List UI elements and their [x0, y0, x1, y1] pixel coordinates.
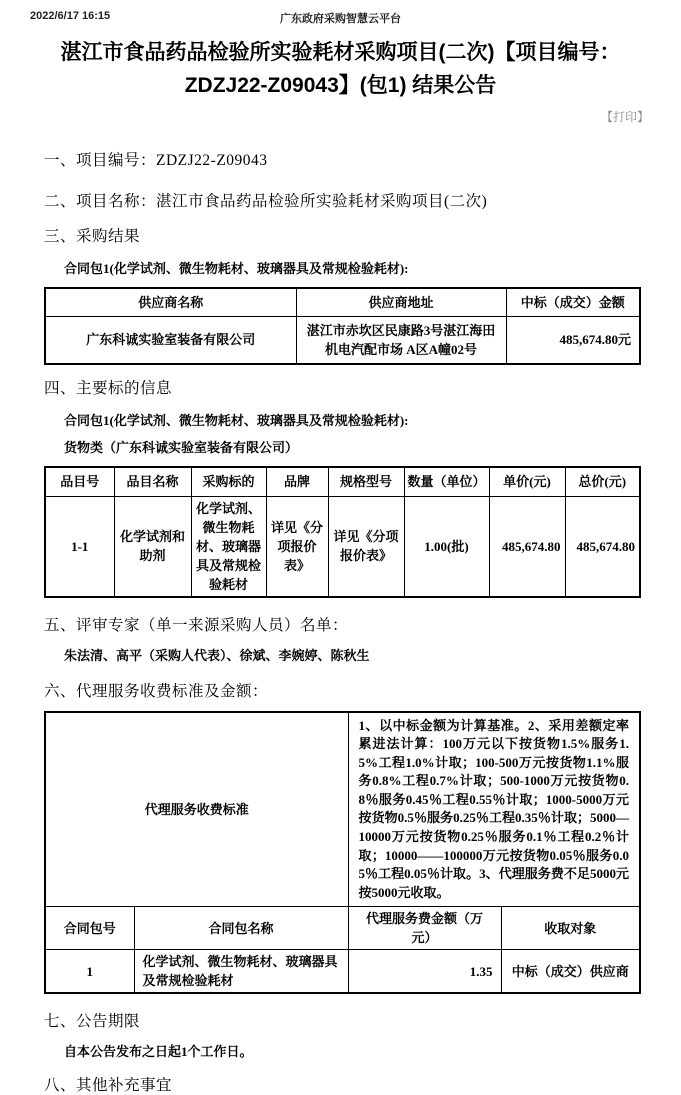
- goods-category-note: 货物类（广东科诚实验室装备有限公司）: [64, 440, 299, 455]
- total-price-header: 总价(元): [565, 467, 640, 496]
- unit-price-cell: 485,674.80: [489, 496, 565, 597]
- table-row: [45, 496, 640, 597]
- table-row: [45, 316, 640, 364]
- fee-standard-row: [45, 712, 640, 907]
- announcement-period-text: 自本公告发布之日起1个工作日。: [64, 1044, 253, 1060]
- section-procurement-result: 三、采购结果: [44, 228, 141, 245]
- item-name-header: 品目名称: [114, 467, 191, 496]
- expert-names: 朱法清、高平（采购人代表）、徐斌、李婉婷、陈秋生: [64, 647, 370, 663]
- package-name-cell: 化学试剂、微生物耗材、玻璃器具及常规检验耗材: [134, 950, 348, 994]
- item-no-cell: 1-1: [45, 496, 114, 597]
- fee-standard-text: 1、以中标金额为计算基准。2、采用差额定率累进法计算：100万元以下按货物1.5%服务1.5%工程1.0%计取；100-500万元按货物1.1%服务0.8%工程0.7%计取；500-1000万元按货物0.8％服务0.45％工程0.55％计取；1000-5000万元按货物0.5％服务0.25％工程0.35％计取；5000—10000万元按货物0.25％服务0.1％工程0.2％计取；10000——100000万元按货物0.05％服务0.05％工程0.05％计取。3、代理服务费不足5000元按5000元收取。: [348, 712, 640, 907]
- procurement-subject-header: 采购标的: [191, 467, 266, 496]
- award-amount-header: 中标（成交）金额: [506, 288, 640, 316]
- print-row: [32, 108, 649, 126]
- agency-fee-table: [44, 711, 641, 995]
- section-other-supplementary: 八、其他补充事宜: [44, 1077, 173, 1095]
- table-row: [45, 950, 640, 994]
- timestamp: 2022/6/17 16:15: [30, 10, 111, 22]
- agency-fee-amount-header: 代理服务费金额（万元）: [348, 907, 501, 950]
- agency-fee-amount-cell: 1.35: [348, 950, 501, 994]
- table-header-row: [45, 907, 640, 950]
- package-no-header: 合同包号: [45, 907, 134, 950]
- contract-package-note-2: 合同包1(化学试剂、微生物耗材、玻璃器具及常规检验耗材):: [64, 413, 409, 428]
- spec-model-header: 规格型号: [328, 467, 404, 496]
- contract-package-note: 合同包1(化学试剂、微生物耗材、玻璃器具及常规检验耗材):: [64, 261, 409, 276]
- supplier-name-header: 供应商名称: [45, 288, 296, 316]
- item-no-header: 品目号: [45, 467, 114, 496]
- print-button[interactable]: 【打印】: [600, 110, 649, 124]
- fee-standard-label: 代理服务收费标准: [45, 712, 348, 907]
- procurement-subject-cell: 化学试剂、微生物耗材、玻璃器具及常规检验耗材: [191, 496, 266, 597]
- table-header-row: [45, 467, 640, 496]
- package-name-header: 合同包名称: [134, 907, 348, 950]
- announcement-title: 湛江市食品药品检验所实验耗材采购项目(二次)【项目编号：ZDZJ22-Z09043】(包1) 结果公告: [60, 41, 621, 97]
- supplier-address-cell: 湛江市赤坎区民康路3号湛江海田机电汽配市场 A区A幢02号: [296, 316, 506, 364]
- fee-payer-cell: 中标（成交）供应商: [501, 950, 640, 994]
- site-title: 广东政府采购智慧云平台: [280, 13, 401, 25]
- supplier-name-cell: 广东科诚实验室装备有限公司: [45, 316, 296, 364]
- subject-detail-table: [44, 466, 641, 598]
- unit-price-header: 单价(元): [489, 467, 565, 496]
- supplier-result-table: [44, 287, 641, 365]
- item-name-cell: 化学试剂和助剂: [114, 496, 191, 597]
- total-price-cell: 485,674.80: [565, 496, 640, 597]
- section-agency-fee: 六、代理服务收费标准及金额：: [44, 682, 269, 700]
- browser-print-header: [0, 0, 681, 24]
- quantity-cell: 1.00(批): [404, 496, 489, 597]
- spec-model-cell: 详见《分项报价表》: [328, 496, 404, 597]
- quantity-header: 数量（单位）: [404, 467, 489, 496]
- package-no-cell: 1: [45, 950, 134, 994]
- fee-payer-header: 收取对象: [501, 907, 640, 950]
- brand-cell: 详见《分项报价表》: [266, 496, 328, 597]
- supplier-address-header: 供应商地址: [296, 288, 506, 316]
- section-project-number: 一、项目编号：ZDZJ22-Z09043: [44, 152, 268, 169]
- section-main-subject-info: 四、主要标的信息: [44, 380, 173, 397]
- section-review-experts: 五、评审专家（单一来源采购人员）名单：: [44, 616, 349, 634]
- table-header-row: [45, 288, 640, 316]
- section-announcement-period: 七、公告期限: [44, 1013, 141, 1031]
- award-amount-cell: 485,674.80元: [506, 316, 640, 364]
- section-project-name: 二、项目名称：湛江市食品药品检验所实验耗材采购项目(二次): [44, 193, 488, 210]
- brand-header: 品牌: [266, 467, 328, 496]
